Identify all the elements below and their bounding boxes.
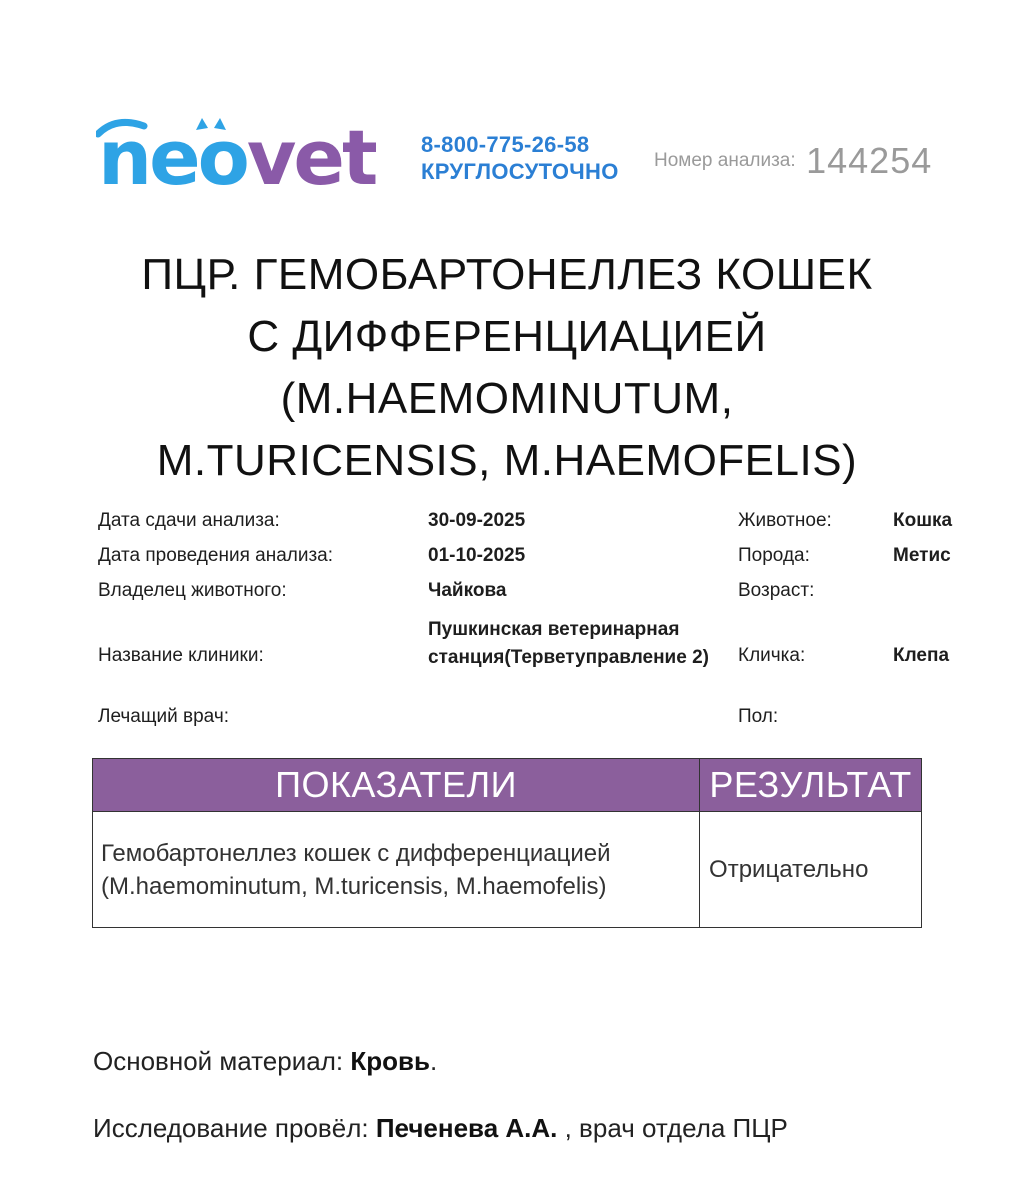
animal-label: Животное:	[738, 510, 832, 531]
breed-value: Метис	[893, 545, 951, 566]
performed-role: , врач отдела ПЦР	[564, 1113, 788, 1143]
owner-label: Владелец животного:	[98, 580, 287, 601]
pet-name-label: Кличка:	[738, 645, 806, 666]
animal-value: Кошка	[893, 510, 953, 531]
age-label: Возраст:	[738, 580, 815, 601]
submit-date-label: Дата сдачи анализа:	[98, 510, 280, 531]
sex-label: Пол:	[738, 706, 779, 727]
phone-block	[421, 131, 619, 185]
clinic-label: Название клиники:	[98, 645, 264, 666]
indicators-column-header: ПОКАЗАТЕЛИ	[93, 759, 700, 812]
material-period: .	[429, 1046, 438, 1076]
test-date-value: 01-10-2025	[428, 545, 526, 566]
performed-by: Печенева А.А.	[375, 1113, 558, 1143]
material-label: Основной материал:	[93, 1046, 344, 1076]
indicator-cell: Гемобартонеллез кошек с дифференциацией (M.haemominutum, M.turicensis, M.haemofelis)	[93, 812, 700, 928]
clinic-value: Пушкинская ветеринарная станция(Терветуправление 2)	[428, 619, 709, 668]
neovet-logo	[96, 112, 376, 196]
result-cell: Отрицательно	[700, 812, 922, 928]
phone-number[interactable]: 8-800-775-26-58	[421, 132, 590, 157]
pet-name-value: Клепа	[893, 645, 950, 666]
analysis-number: 144254	[806, 140, 933, 181]
submit-date-value: 30-09-2025	[428, 510, 526, 531]
analysis-number-block	[654, 140, 932, 182]
title-line: M.TURICENSIS, M.HAEMOFELIS)	[156, 436, 858, 485]
table-row	[93, 812, 922, 928]
breed-label: Порода:	[738, 545, 810, 566]
title-line: (M.HAEMOMINUTUM,	[280, 374, 734, 423]
performed-line	[93, 1113, 788, 1144]
performed-label: Исследование провёл:	[93, 1113, 369, 1143]
title-line: С ДИФФЕРЕНЦИАЦИЕЙ	[247, 312, 767, 361]
material-line	[93, 1046, 437, 1077]
material-value: Кровь	[350, 1046, 430, 1076]
results-table	[92, 758, 922, 928]
result-column-header: РЕЗУЛЬТАТ	[700, 759, 922, 812]
table-header-row	[93, 759, 922, 812]
document-title	[60, 244, 954, 492]
hours-label: КРУГЛОСУТОЧНО	[421, 159, 619, 184]
doctor-label: Лечащий врач:	[98, 706, 229, 727]
owner-value: Чайкова	[428, 580, 507, 601]
svg-text:neovet: neovet	[98, 113, 376, 196]
title-line: ПЦР. ГЕМОБАРТОНЕЛЛЕЗ КОШЕК	[141, 250, 873, 299]
test-date-label: Дата проведения анализа:	[98, 545, 334, 566]
analysis-number-label: Номер анализа:	[654, 150, 796, 171]
